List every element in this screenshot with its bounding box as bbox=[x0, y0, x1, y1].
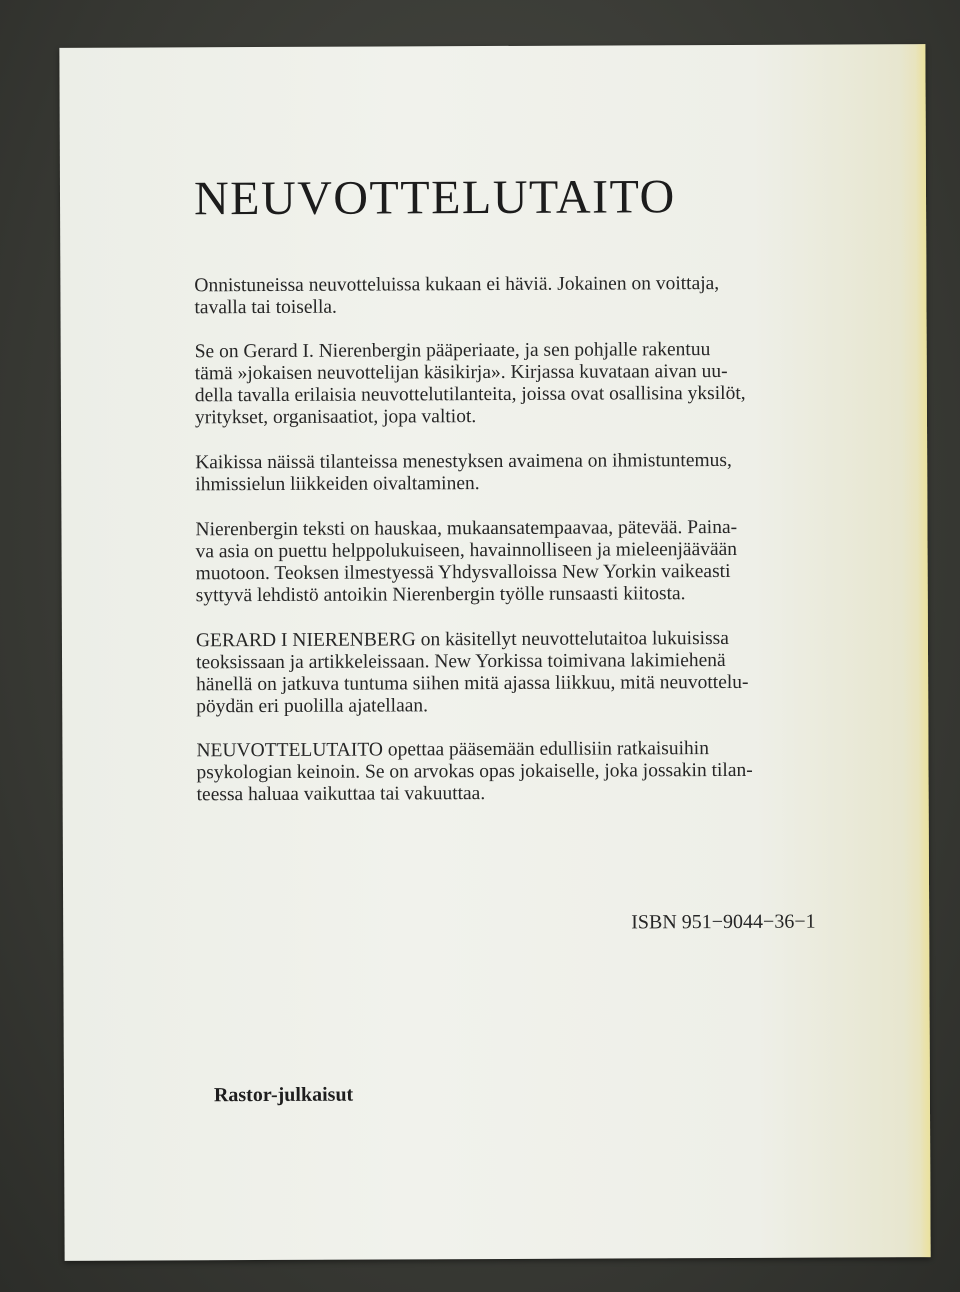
text-line: psykologian keinoin. Se on arvokas opas jokaiselle, joka jossakin tilan- bbox=[196, 759, 753, 784]
text-line: hänellä on jatkuva tuntuma siihen mitä ajassa liikkuu, mitä neuvottelu- bbox=[196, 671, 749, 696]
text-line: tavalla tai toisella. bbox=[194, 296, 337, 319]
text-line: Nierenbergin teksti on hauskaa, mukaansatempaavaa, pätevää. Paina- bbox=[195, 516, 738, 541]
text-line: syttyvä lehdistö antoikin Nierenbergin työlle runsaasti kiitosta. bbox=[195, 583, 686, 607]
text-line: muotoon. Teoksen ilmestyessä Yhdysvalloissa New Yorkin vaikeasti bbox=[195, 560, 731, 585]
text-line: teessa haluaa vaikuttaa tai vakuuttaa. bbox=[196, 783, 486, 806]
text-line: va asia on puettu helppolukuiseen, havainnolliseen ja mieleenjäävään bbox=[195, 538, 738, 563]
blurb-paragraph-2 bbox=[195, 339, 835, 430]
text-line: teoksissaan ja artikkeleissaan. New Yorkissa toimivana lakimiehenä bbox=[195, 649, 726, 674]
text-line: ihmissielun liikkeiden oivaltaminen. bbox=[195, 473, 480, 496]
text-line: NEUVOTTELUTAITO opettaa pääsemään edullisiin ratkaisuihin bbox=[196, 738, 709, 762]
book-back-cover bbox=[59, 44, 930, 1261]
text-line: GERARD I NIERENBERG on käsitellyt neuvottelutaitoa lukuisissa bbox=[195, 627, 729, 652]
text-line: tämä »jokaisen neuvottelijan käsikirja». Kirjassa kuvataan aivan uu- bbox=[194, 360, 728, 385]
author-paragraph bbox=[196, 628, 836, 719]
text-line: della tavalla erilaisia neuvottelutilanteita, joissa ovat osallisina yksilöt, bbox=[194, 382, 746, 407]
summary-paragraph bbox=[196, 738, 836, 807]
text-line: Kaikissa näissä tilanteissa menestyksen avaimena on ihmistuntemus, bbox=[195, 449, 732, 474]
blurb-paragraph-1 bbox=[194, 273, 834, 320]
blurb-paragraph-4 bbox=[195, 517, 835, 608]
text-line: pöydän eri puolilla ajatellaan. bbox=[196, 695, 429, 718]
book-title: NEUVOTTELUTAITO bbox=[193, 170, 676, 226]
publisher-name: Rastor-julkaisut bbox=[213, 1083, 354, 1107]
text-line: Se on Gerard I. Nierenbergin pääperiaate, ja sen pohjalle rakentuu bbox=[194, 339, 711, 363]
text-line: Onnistuneissa neuvotteluissa kukaan ei häviä. Jokainen on voittaja, bbox=[194, 273, 720, 297]
text-line: yritykset, organisaatiot, jopa valtiot. bbox=[194, 406, 477, 429]
isbn-number: ISBN 951−9044−36−1 bbox=[631, 910, 816, 934]
blurb-paragraph-3 bbox=[195, 450, 835, 497]
